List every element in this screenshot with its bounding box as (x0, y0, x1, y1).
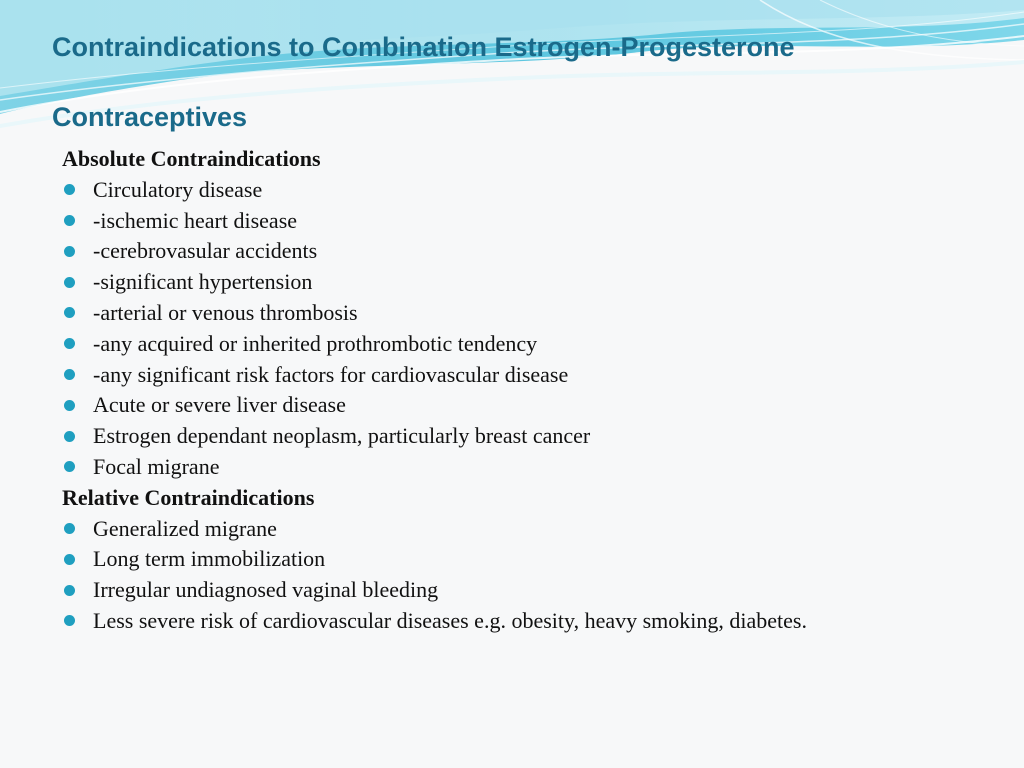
list-item (62, 298, 1002, 329)
bullet-dot-icon (64, 461, 75, 472)
list-item (62, 575, 1002, 606)
bullet-dot-icon (64, 215, 75, 226)
list-item (62, 329, 1002, 360)
list-item-text: -any significant risk factors for cardiovascular disease (93, 361, 569, 387)
list-item (62, 390, 1002, 421)
list-item-text: Acute or severe liver disease (93, 392, 346, 418)
bullet-dot-icon (64, 184, 75, 195)
list-item (62, 421, 1002, 452)
bullet-dot-icon (64, 431, 75, 442)
list-item-text: -any acquired or inherited prothrombotic tendency (93, 330, 538, 356)
bullet-dot-icon (64, 338, 75, 349)
list-item (62, 544, 1002, 575)
list-item-text: Focal migrane (93, 453, 220, 479)
slide-title: Contraindications to Combination Estrogen-Progesterone Contraceptives (52, 32, 795, 132)
bullet-dot-icon (64, 554, 75, 565)
bullet-dot-icon (64, 615, 75, 626)
list-item-text: Less severe risk of cardiovascular diseases e.g. obesity, heavy smoking, diabetes. (93, 607, 807, 633)
list-item-text: Circulatory disease (93, 176, 263, 202)
bullet-dot-icon (64, 369, 75, 380)
list-item (62, 514, 1002, 545)
list-item (62, 175, 1002, 206)
list-item-text: Generalized migrane (93, 515, 277, 541)
bullet-dot-icon (64, 277, 75, 288)
list-item-text: -ischemic heart disease (93, 207, 298, 233)
list-item-text: Irregular undiagnosed vaginal bleeding (93, 577, 439, 603)
list-item (62, 606, 1002, 637)
absolute-heading: Absolute Contraindications (62, 146, 321, 171)
list-item-text: Estrogen dependant neoplasm, particularly breast cancer (93, 423, 591, 449)
bullet-dot-icon (64, 307, 75, 318)
bullet-dot-icon (64, 523, 75, 534)
relative-heading: Relative Contraindications (62, 484, 315, 510)
bullet-dot-icon (64, 246, 75, 257)
list-item (62, 236, 1002, 267)
list-item (62, 360, 1002, 391)
list-item (62, 452, 1002, 483)
bullet-dot-icon (64, 585, 75, 596)
list-item-text: -cerebrovasular accidents (93, 238, 318, 264)
list-item-text: -arterial or venous thrombosis (93, 299, 358, 325)
list-item (62, 267, 1002, 298)
bullet-dot-icon (64, 400, 75, 411)
list-item (62, 206, 1002, 237)
contraindications-list (62, 144, 1002, 637)
list-item-text: Long term immobilization (93, 546, 326, 572)
list-item-text: -significant hypertension (93, 269, 313, 295)
